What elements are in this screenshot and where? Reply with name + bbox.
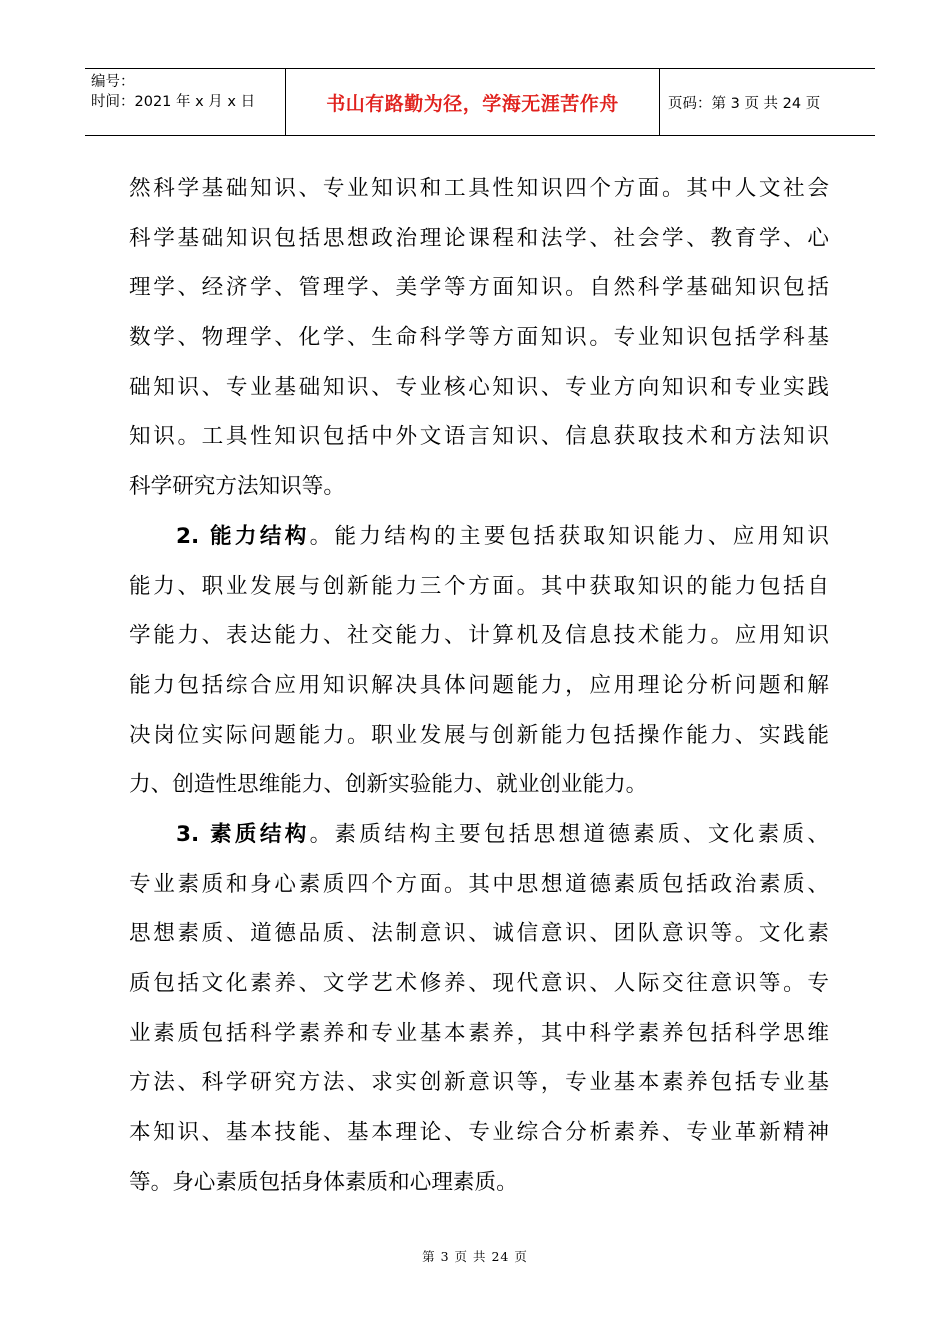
body-line: 专业素质和身心素质四个方面。其中思想道德素质包括政治素质、 (129, 871, 829, 897)
body-line: 业素质包括科学素养和专业基本素养，其中科学素养包括科学思维 (129, 1020, 829, 1046)
doc-time-label: 时间：2021 年 x 月 x 日 (91, 94, 256, 110)
paragraph-ability (129, 512, 829, 810)
page-header (85, 68, 875, 136)
header-page-info-cell (660, 69, 875, 135)
document-body (129, 164, 829, 1207)
body-line: 础知识、专业基础知识、专业核心知识、专业方向知识和专业实践 (129, 374, 829, 400)
body-line: 等。身心素质包括身体素质和心理素质。 (129, 1169, 518, 1195)
paragraph-quality (129, 810, 829, 1208)
header-meta (85, 69, 286, 135)
header-motto-cell (286, 69, 660, 135)
header-page-info: 页码：第 3 页 共 24 页 (668, 95, 821, 112)
body-line-first (129, 512, 829, 562)
section-heading-quality: 3. 素质结构 (176, 821, 310, 847)
body-line: 知识。工具性知识包括中外文语言知识、信息获取技术和方法知识 (129, 424, 829, 450)
body-line-text: 。能力结构的主要包括获取知识能力、应用知识 (309, 523, 829, 549)
body-line-text: 。素质结构主要包括思想道德素质、文化素质、 (309, 821, 829, 847)
body-line: 学能力、表达能力、社交能力、计算机及信息技术能力。应用知识 (129, 623, 829, 649)
body-line: 科学基础知识包括思想政治理论课程和法学、社会学、教育学、心 (129, 225, 829, 251)
body-line: 数学、物理学、化学、生命科学等方面知识。专业知识包括学科基 (129, 325, 829, 351)
paragraph-knowledge (129, 164, 829, 512)
body-line: 本知识、基本技能、基本理论、专业综合分析素养、专业革新精神 (129, 1120, 829, 1146)
body-line-first (129, 810, 829, 860)
body-line: 质包括文化素养、文学艺术修养、现代意识、人际交往意识等。专 (129, 971, 829, 996)
body-line: 思想素质、道德品质、法制意识、诚信意识、团队意识等。文化素 (129, 921, 829, 947)
doc-number-label: 编号： (91, 74, 135, 90)
body-line: 然科学基础知识、专业知识和工具性知识四个方面。其中人文社会 (129, 176, 829, 201)
body-line: 决岗位实际问题能力。职业发展与创新能力包括操作能力、实践能 (129, 722, 829, 748)
body-line: 力、创造性思维能力、创新实验能力、就业创业能力。 (129, 772, 648, 798)
section-heading-ability: 2. 能力结构 (176, 523, 310, 549)
page-footer: 第 3 页 共 24 页 (422, 1249, 528, 1264)
body-line: 科学研究方法知识等。 (129, 474, 345, 500)
body-line: 理学、经济学、管理学、美学等方面知识。自然科学基础知识包括 (129, 275, 829, 301)
body-line: 能力包括综合应用知识解决具体问题能力，应用理论分析问题和解 (129, 672, 829, 698)
body-line: 方法、科学研究方法、求实创新意识等，专业基本素养包括专业基 (129, 1070, 829, 1096)
header-motto: 书山有路勤为径，学海无涯苦作舟 (326, 92, 619, 115)
body-line: 能力、职业发展与创新能力三个方面。其中获取知识的能力包括自 (129, 573, 829, 599)
